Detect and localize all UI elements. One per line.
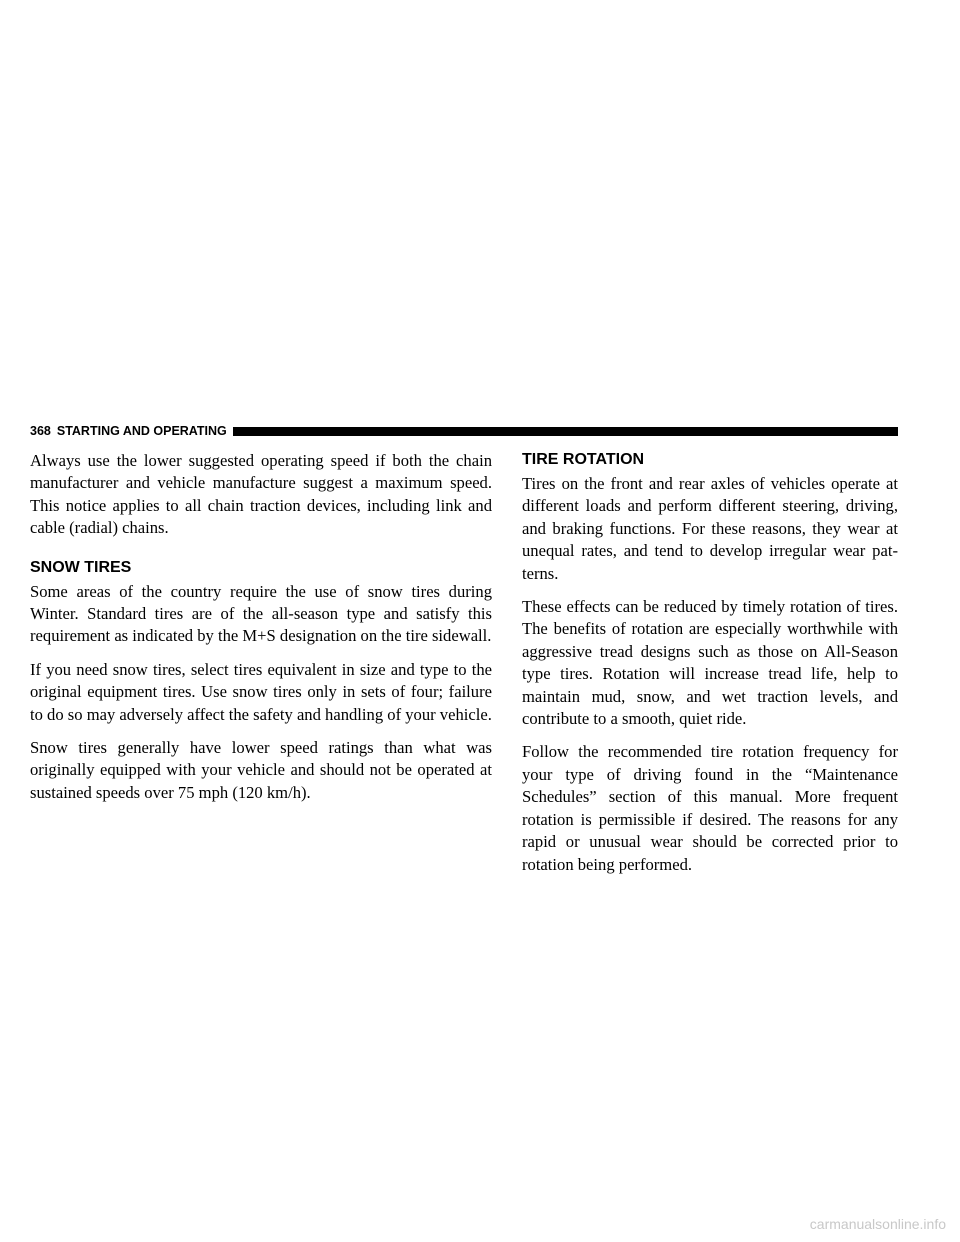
left-column: [30, 450, 492, 815]
snow-tires-paragraph-1: Some areas of the country require the use of snow tires during Winter. Standard tires are of the all-season type and satisfy this requirement as indicated by the M+S designation on the tire sidewall.: [30, 581, 492, 646]
tire-rotation-heading: TIRE ROTATION: [522, 451, 645, 468]
section-title: STARTING AND OPERATING: [56, 424, 227, 438]
snow-tires-paragraph-3: Snow tires generally have lower speed ratings than what was originally equipped with your vehicle and should not be operated at sustained speeds over 75 mph (120 km/h).: [30, 738, 492, 802]
snow-tires-heading: SNOW TIRES: [30, 558, 132, 576]
tire-rotation-paragraph-1: Tires on the front and rear axles of vehicles operate at different loads and perform different steering, driving, and braking functions. For these reasons, they wear at unequal rates, and tend to develop irregular wear patterns.: [522, 474, 898, 583]
tire-rotation-paragraph-3: Follow the recommended tire rotation frequency for your type of driving found in the “Maintenance Schedules” section of this manual. More frequent rotation is permissible if desired. The reasons for any rapid or unusual wear should be corrected prior to rotation being performed.: [522, 742, 898, 874]
snow-tires-paragraph-2: If you need snow tires, select tires equivalent in size and type to the original equipment tires. Use snow tires only in sets of four; failure to do so may adversely affect the safety and handling of your vehicle.: [30, 659, 492, 724]
header-rule: [233, 427, 898, 436]
page-number: 368: [30, 424, 51, 438]
tire-rotation-paragraph-2: These effects can be reduced by timely rotation of tires. The benefits of rotation are especially worthwhile with aggressive tread designs such as those on All-Season type tires. Rotation will increase tread life, help to maintain mud, snow, and wet traction levels, and contribute to a smooth, quiet ride.: [522, 597, 898, 729]
page-header: [30, 422, 898, 440]
footer-watermark: carmanualsonline.info: [809, 1216, 946, 1232]
right-column: [522, 450, 898, 887]
chain-speed-paragraph: Always use the lower suggested operating speed if both the chain manufacturer and vehicle manufacture suggest a maximum speed. This notice applies to all chain traction devices, including link and cable (radial) chains.: [30, 451, 492, 538]
